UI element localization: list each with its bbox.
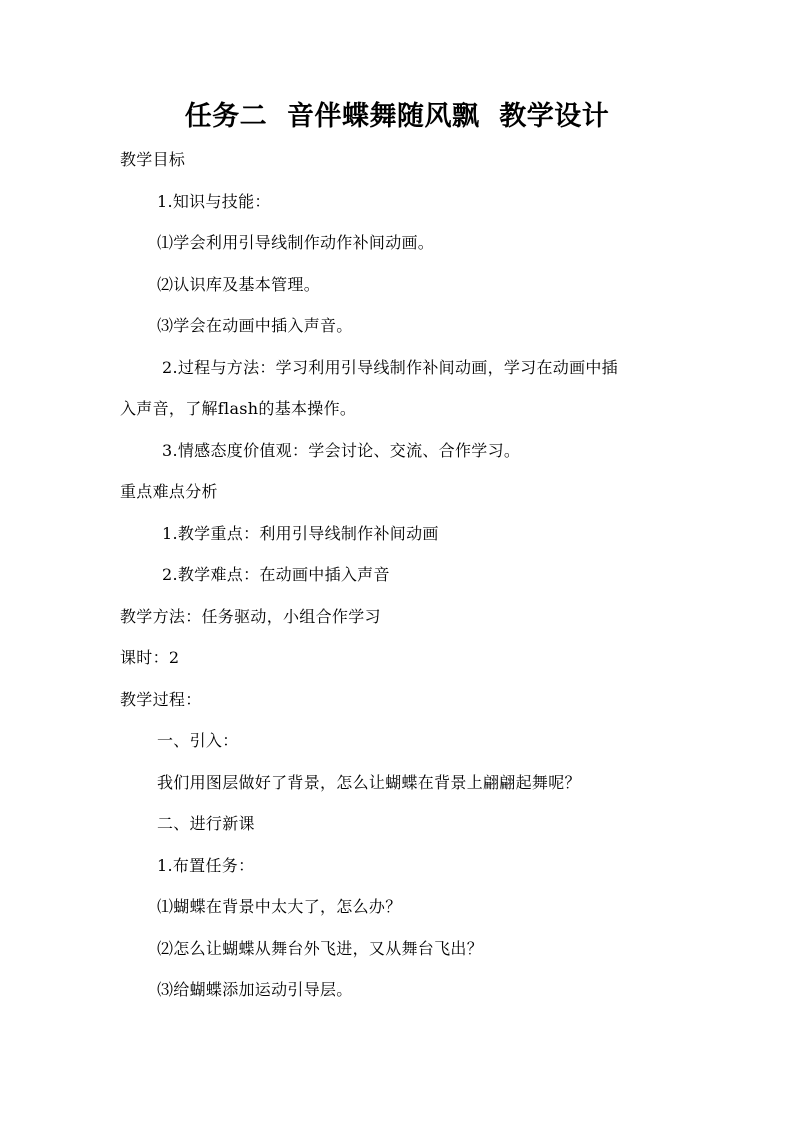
assign-tasks-heading: 1.布置任务： — [157, 856, 255, 875]
introduction-question: 我们用图层做好了背景，怎么让蝴蝶在背景上翩翩起舞呢？ — [157, 773, 581, 792]
key-point-difficulty: 2.教学难点：在动画中插入声音 — [162, 565, 390, 584]
section-heading-objectives: 教学目标 — [120, 150, 186, 169]
section-heading-key-points: 重点难点分析 — [120, 482, 218, 501]
process-step-new-lesson: 二、进行新课 — [157, 814, 255, 833]
section-heading-process: 教学过程： — [120, 690, 202, 709]
key-point-focus: 1.教学重点：利用引导线制作补间动画 — [162, 524, 439, 543]
objective-item-2: ⑵认识库及基本管理。 — [157, 275, 321, 294]
objective-process-methods-continued: 入声音，了解flash的基本操作。 — [120, 399, 357, 418]
process-step-introduction: 一、引入： — [157, 731, 239, 750]
objective-knowledge-skills: 1.知识与技能： — [157, 192, 271, 211]
task-item-3: ⑶给蝴蝶添加运动引导层。 — [157, 980, 353, 999]
task-item-2: ⑵怎么让蝴蝶从舞台外飞进，又从舞台飞出？ — [157, 939, 484, 958]
objective-item-3: ⑶学会在动画中插入声音。 — [157, 316, 353, 335]
objective-item-1: ⑴学会利用引导线制作动作补间动画。 — [157, 233, 435, 252]
objective-attitude-values: 3.情感态度价值观：学会讨论、交流、合作学习。 — [162, 441, 521, 460]
task-item-1: ⑴蝴蝶在背景中太大了，怎么办？ — [157, 897, 402, 916]
teaching-method: 教学方法：任务驱动，小组合作学习 — [120, 607, 381, 626]
class-hours: 课时：2 — [120, 648, 180, 667]
objective-process-methods: 2.过程与方法：学习利用引导线制作补间动画，学习在动画中插 — [162, 358, 618, 377]
document-title: 任务二 音伴蝶舞随风飘 教学设计 — [184, 101, 610, 132]
